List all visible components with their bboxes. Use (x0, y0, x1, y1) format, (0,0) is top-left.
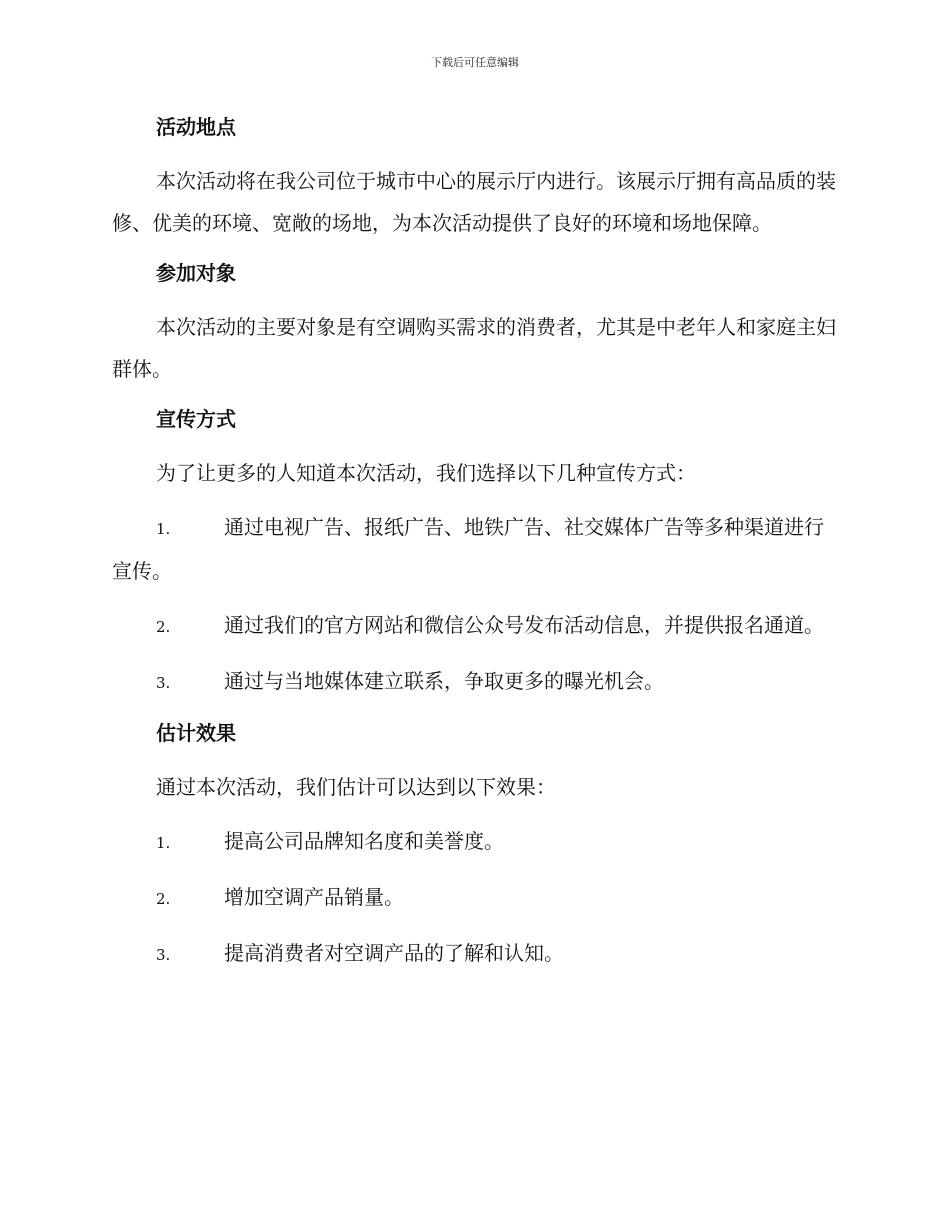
list-item-number: 3. (156, 674, 171, 692)
section-heading-effect: 估计效果 (156, 721, 236, 745)
list-item (112, 506, 837, 592)
section-heading-location: 活动地点 (156, 115, 236, 139)
section-heading-promotion: 宣传方式 (156, 407, 236, 431)
paragraph-promotion-intro: 为了让更多的人知道本次活动，我们选择以下几种宣传方式： (156, 461, 696, 485)
list-item-number: 2. (156, 618, 171, 636)
list-item-text: 通过我们的官方网站和微信公众号发布活动信息，并提供报名通道。 (224, 613, 824, 637)
paragraph-audience: 本次活动的主要对象是有空调购买需求的消费者，尤其是中老年人和家庭主妇群体。 (112, 315, 836, 381)
list-item-text: 提高消费者对空调产品的了解和认知。 (224, 941, 564, 965)
list-item (112, 660, 837, 704)
list-item (112, 932, 837, 976)
list-item (112, 604, 837, 648)
page-header-note: 下载后可任意编辑 (431, 56, 519, 69)
paragraph-location: 本次活动将在我公司位于城市中心的展示厅内进行。该展示厅拥有高品质的装修、优美的环境、宽敞的场地，为本次活动提供了良好的环境和场地保障。 (112, 169, 836, 235)
list-item-number: 3. (156, 946, 171, 964)
list-item-number: 2. (156, 890, 171, 908)
list-item (112, 876, 837, 920)
list-item-text: 增加空调产品销量。 (224, 885, 404, 909)
list-item-number: 1. (156, 520, 171, 538)
list-item-text: 提高公司品牌知名度和美誉度。 (224, 829, 504, 853)
list-item-text: 通过电视广告、报纸广告、地铁广告、社交媒体广告等多种渠道进行宣传。 (112, 515, 824, 583)
paragraph-effect-intro: 通过本次活动，我们估计可以达到以下效果： (156, 775, 556, 799)
document-body (112, 110, 837, 988)
list-item-text: 通过与当地媒体建立联系，争取更多的曝光机会。 (224, 669, 664, 693)
list-item (112, 820, 837, 864)
section-heading-audience: 参加对象 (156, 261, 236, 285)
list-item-number: 1. (156, 834, 171, 852)
